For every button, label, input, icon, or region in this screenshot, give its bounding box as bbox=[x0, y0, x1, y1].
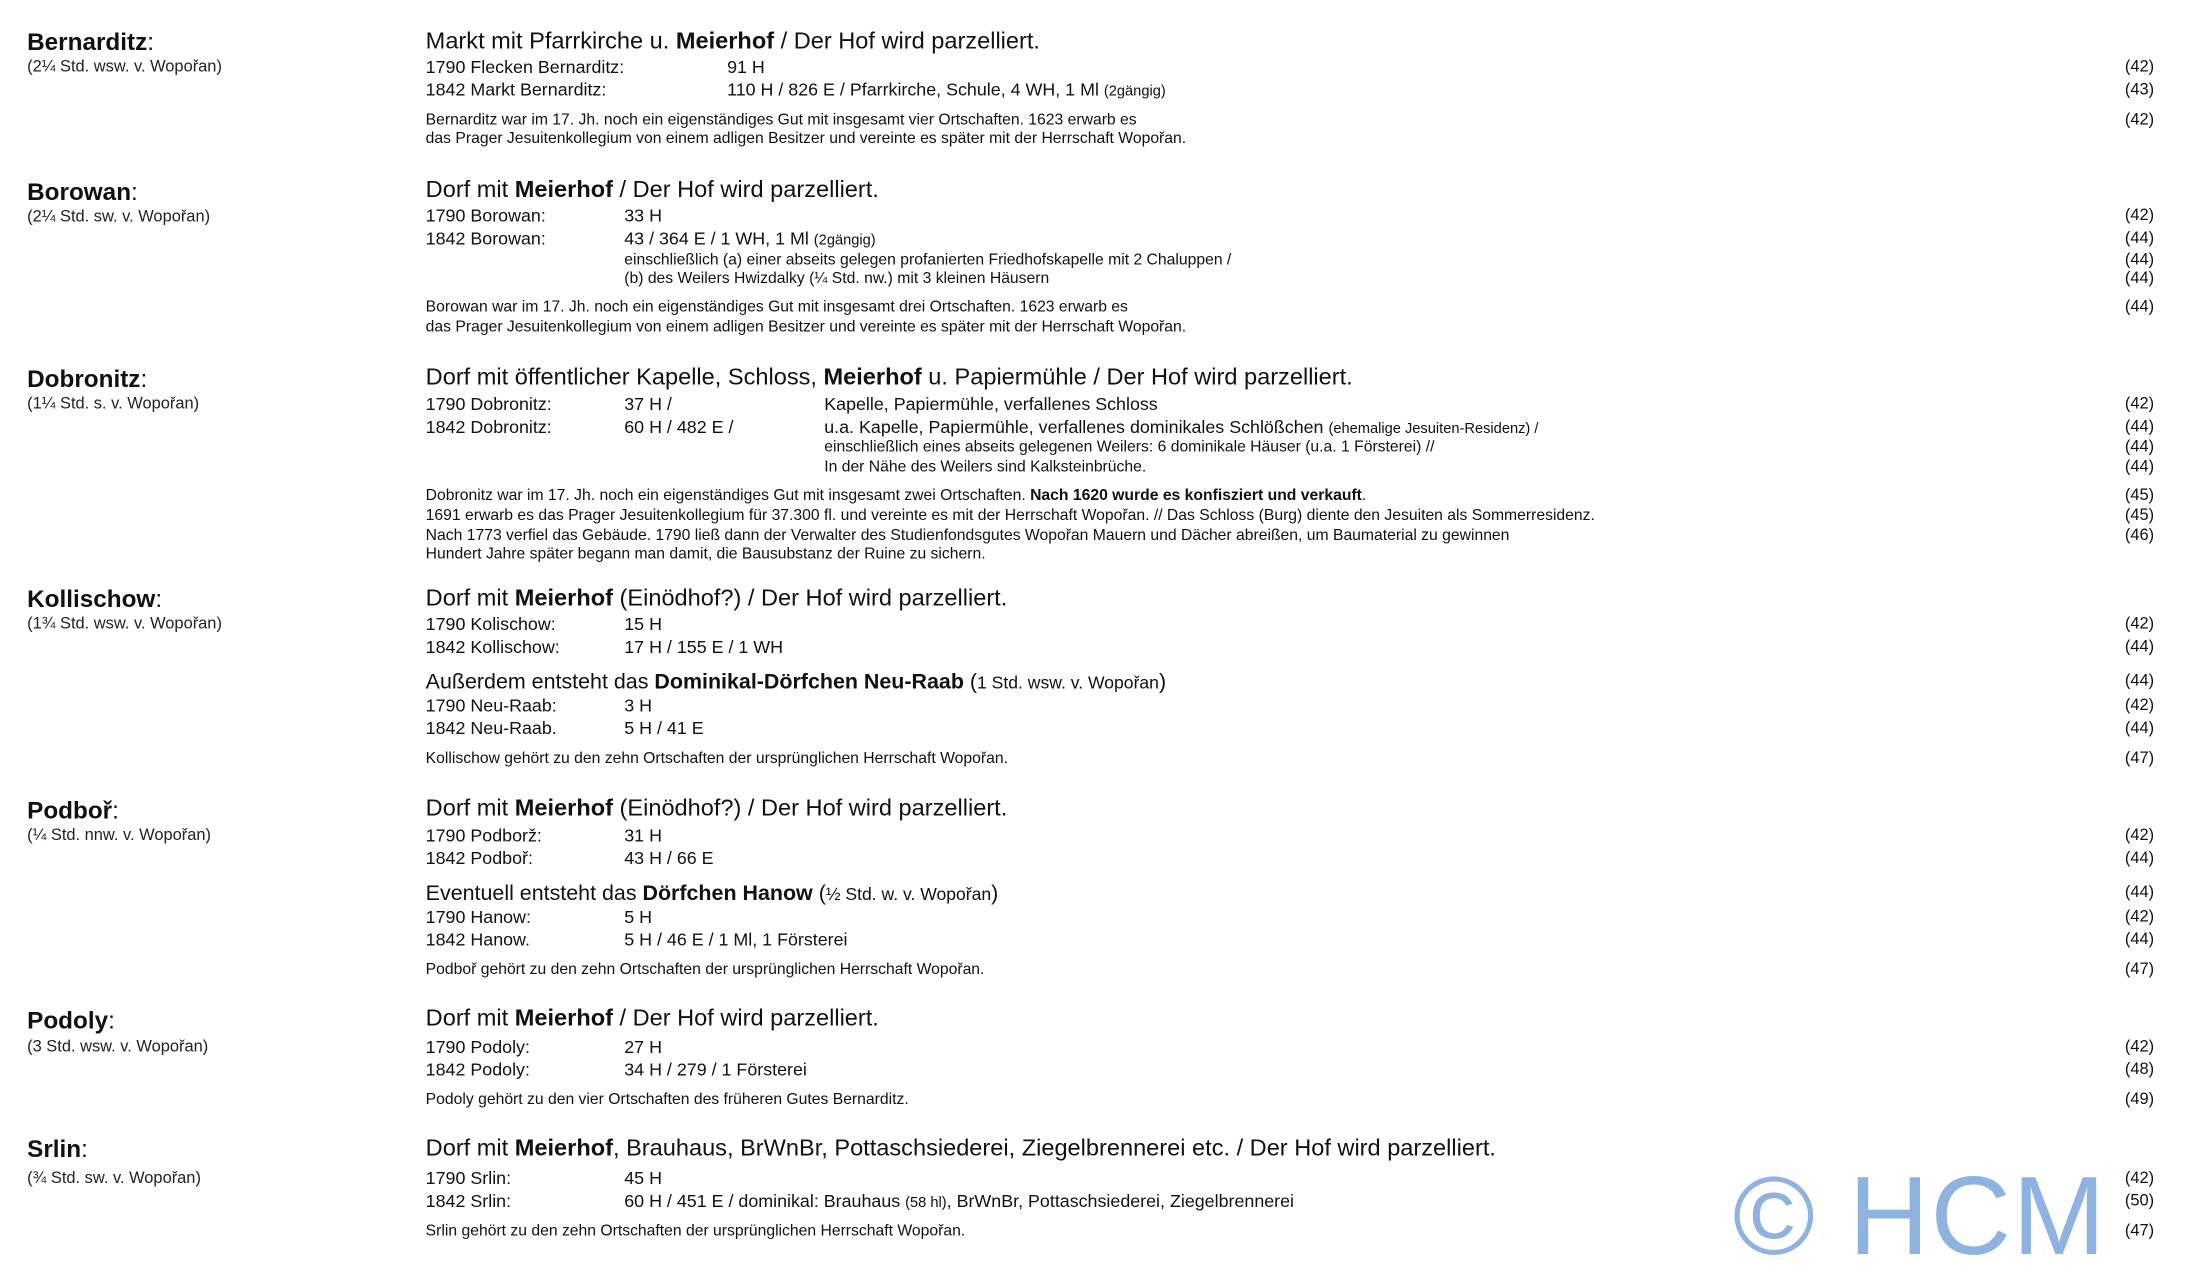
text-segment: 43 H / 66 E bbox=[624, 848, 714, 869]
row-value bbox=[624, 697, 652, 715]
place-name bbox=[27, 798, 119, 822]
place-name bbox=[27, 1008, 115, 1032]
place-name-text: Borowan bbox=[27, 178, 132, 206]
history-note bbox=[426, 1224, 965, 1240]
history-note bbox=[426, 113, 1137, 129]
row-value bbox=[624, 1062, 807, 1080]
source-reference: (42) bbox=[2124, 908, 2155, 926]
history-note bbox=[426, 547, 986, 563]
row-value bbox=[624, 850, 713, 868]
text-segment: 110 H / 826 E / Pfarrkirche, Schule, 4 WH, 1 Ml bbox=[727, 80, 1104, 101]
bold-text: Nach 1620 wurde es konfisziert und verkauft bbox=[1030, 487, 1362, 505]
text-segment: , Brauhaus, BrWnBr, Pottaschsiederei, Ziegelbrennerei etc. / Der Hof wird parzelliert. bbox=[612, 1135, 1496, 1162]
place-distance: (¾ Std. sw. v. Wopořan) bbox=[27, 1169, 201, 1187]
text-segment: ) bbox=[1158, 669, 1167, 694]
source-reference: (44) bbox=[2124, 849, 2155, 867]
text-segment: 60 H / 451 E / dominikal: Brauhaus bbox=[624, 1191, 906, 1212]
place-distance: (¼ Std. nnw. v. Wopořan) bbox=[27, 826, 211, 844]
source-reference: (42) bbox=[2124, 206, 2155, 224]
text-segment: Dorf mit öffentlicher Kapelle, Schloss, bbox=[425, 364, 824, 390]
entry-heading bbox=[426, 30, 1040, 54]
source-reference: (43) bbox=[2124, 80, 2155, 99]
detail-line bbox=[824, 460, 1146, 476]
row-label: 1790 Srlin: bbox=[425, 1168, 512, 1189]
source-reference: (44) bbox=[2124, 298, 2155, 316]
source-reference: (45) bbox=[2124, 506, 2155, 524]
place-name bbox=[27, 587, 162, 611]
row-value bbox=[624, 419, 733, 437]
history-note bbox=[426, 320, 1186, 336]
source-reference: (50) bbox=[2124, 1192, 2155, 1210]
row-label: 1842 Podoly: bbox=[425, 1060, 530, 1081]
text-segment: Dorf mit bbox=[425, 585, 515, 612]
bold-text: Meierhof bbox=[514, 1005, 613, 1032]
place-name-text: Podoly bbox=[27, 1006, 109, 1034]
history-note bbox=[426, 300, 1128, 316]
row-label: 1842 Dobronitz: bbox=[425, 417, 552, 438]
row-value bbox=[727, 82, 1166, 101]
colon: : bbox=[81, 1135, 88, 1163]
colon: : bbox=[155, 585, 163, 613]
place-distance: (2¼ Std. wsw. v. Wopořan) bbox=[27, 58, 222, 76]
source-reference: (44) bbox=[2124, 719, 2155, 737]
text-segment: Dorf mit bbox=[425, 1005, 515, 1032]
entry-heading bbox=[426, 366, 1353, 390]
small-text: 1 Std. wsw. v. Wopořan bbox=[977, 672, 1159, 693]
row-value bbox=[624, 639, 783, 657]
row-label: 1790 Borowan: bbox=[425, 205, 546, 226]
source-reference: (44) bbox=[2124, 883, 2155, 901]
bold-text: Meierhof bbox=[675, 28, 775, 55]
source-reference: (42) bbox=[2124, 110, 2155, 129]
text-segment: / Der Hof wird parzelliert. bbox=[612, 1005, 879, 1032]
source-reference: (49) bbox=[2124, 1090, 2155, 1109]
text-segment: u.a. Kapelle, Papiermühle, verfallenes dominikales Schlößchen bbox=[824, 417, 1329, 438]
source-reference: (42) bbox=[2124, 1169, 2155, 1187]
history-note bbox=[426, 528, 1510, 544]
source-reference: (47) bbox=[2124, 1222, 2155, 1240]
history-note bbox=[426, 751, 1008, 767]
colon: : bbox=[108, 1006, 115, 1034]
text-segment: / Der Hof wird parzelliert. bbox=[774, 28, 1040, 55]
text-segment: 5 H / 41 E bbox=[624, 718, 704, 739]
text-segment: 17 H / 155 E / 1 WH bbox=[624, 637, 784, 658]
bold-text: Meierhof bbox=[514, 1135, 613, 1162]
small-text: (2gängig) bbox=[813, 233, 876, 249]
text-segment: Dorf mit bbox=[425, 1135, 515, 1162]
row-value bbox=[624, 720, 703, 738]
history-note bbox=[426, 1093, 909, 1109]
place-distance: (2¼ Std. sw. v. Wopořan) bbox=[27, 208, 211, 226]
detail-line bbox=[624, 271, 1049, 287]
bold-text: Meierhof bbox=[823, 364, 922, 390]
text-segment: Dorf mit bbox=[425, 177, 515, 203]
history-note bbox=[426, 508, 1595, 524]
source-reference: (44) bbox=[2124, 638, 2155, 656]
text-segment: 15 H bbox=[624, 614, 662, 635]
text-segment: / Der Hof wird parzelliert. bbox=[612, 177, 879, 203]
source-reference: (42) bbox=[2124, 395, 2155, 413]
text-segment: einschließlich eines abseits gelegenen Weilers: 6 dominikale Häuser (u.a. 1 Försterei) // bbox=[824, 438, 1435, 456]
text-segment: Außerdem entsteht das bbox=[425, 669, 655, 694]
text-segment: das Prager Jesuitenkollegium von einem adligen Besitzer und vereinte es später mit der Herrschaft Wopořan. bbox=[425, 129, 1187, 148]
source-reference: (44) bbox=[2124, 930, 2155, 949]
row-value bbox=[624, 396, 672, 414]
text-segment: 34 H / 279 / 1 Försterei bbox=[624, 1060, 807, 1081]
source-reference: (42) bbox=[2124, 1038, 2155, 1056]
row-value bbox=[624, 207, 662, 225]
bold-text: Dörfchen Hanow bbox=[642, 881, 813, 906]
text-segment: 5 H bbox=[624, 907, 653, 928]
colon: : bbox=[147, 28, 155, 56]
colon: : bbox=[112, 796, 119, 824]
place-distance: (3 Std. wsw. v. Wopořan) bbox=[27, 1038, 209, 1056]
text-segment: Podoly gehört zu den vier Ortschaften des früheren Gutes Bernarditz. bbox=[425, 1091, 909, 1109]
history-note bbox=[426, 131, 1186, 147]
text-segment: (b) des Weilers Hwizdalky (¼ Std. nw.) mit 3 kleinen Häusern bbox=[624, 269, 1050, 288]
source-reference: (44) bbox=[2124, 250, 2155, 269]
text-segment: Dobronitz war im 17. Jh. noch ein eigenständiges Gut mit insgesamt zwei Ortschaften. bbox=[425, 487, 1031, 505]
history-note bbox=[426, 963, 985, 979]
row-label: 1790 Neu-Raab: bbox=[425, 695, 557, 716]
row-label: 1790 Kolischow: bbox=[425, 614, 556, 635]
bold-text: Meierhof bbox=[514, 177, 613, 203]
text-segment: ( bbox=[963, 669, 978, 694]
entry-heading bbox=[426, 1007, 879, 1031]
source-reference: (42) bbox=[2124, 615, 2155, 633]
row-detail bbox=[824, 396, 1158, 414]
text-segment: 43 / 364 E / 1 WH, 1 Ml bbox=[624, 228, 814, 249]
source-reference: (44) bbox=[2124, 438, 2155, 456]
text-segment: (Einödhof?) / Der Hof wird parzelliert. bbox=[612, 585, 1008, 612]
source-reference: (44) bbox=[2124, 672, 2155, 690]
row-label: 1790 Dobronitz: bbox=[425, 394, 552, 415]
row-value bbox=[624, 909, 652, 927]
text-segment: Nach 1773 verfiel das Gebäude. 1790 ließ dann der Verwalter des Studienfondsgutes Wopořan Mauern und Dächer abreißen, um Baumaterial zu gewinnen bbox=[425, 527, 1510, 545]
text-segment: Podboř gehört zu den zehn Ortschaften der ursprünglichen Herrschaft Wopořan. bbox=[425, 961, 985, 979]
small-text: (ehemalige Jesuiten-Residenz) / bbox=[1328, 421, 1539, 438]
detail-line bbox=[824, 440, 1434, 456]
history-note bbox=[426, 488, 1367, 504]
row-label: 1790 Flecken Bernarditz: bbox=[425, 57, 625, 78]
text-segment: Bernarditz war im 17. Jh. noch ein eigenständiges Gut mit insgesamt vier Ortschaften. 1623 erwarb es bbox=[425, 111, 1137, 129]
source-reference: (42) bbox=[2124, 826, 2155, 844]
row-value bbox=[624, 230, 875, 249]
row-label: 1842 Hanow. bbox=[425, 930, 530, 951]
source-reference: (42) bbox=[2124, 696, 2155, 714]
detail-line bbox=[624, 253, 1231, 269]
place-name-text: Srlin bbox=[27, 1135, 82, 1163]
row-label: 1790 Podborž: bbox=[425, 825, 542, 846]
place-name bbox=[27, 367, 147, 391]
source-reference: (46) bbox=[2124, 526, 2155, 544]
place-name bbox=[27, 178, 138, 206]
colon: : bbox=[140, 365, 148, 393]
text-segment: ( bbox=[812, 881, 826, 906]
row-value bbox=[624, 1170, 662, 1188]
text-segment: 5 H / 46 E / 1 Ml, 1 Försterei bbox=[624, 930, 848, 951]
text-segment: , BrWnBr, Pottaschsiederei, Ziegelbrennerei bbox=[946, 1191, 1295, 1212]
row-label: 1842 Srlin: bbox=[425, 1191, 512, 1212]
text-segment: 1691 erwarb es das Prager Jesuitenkollegium für 37.300 fl. und vereinte es mit der Herrschaft Wopořan. // Das Schloss (Burg) diente den Jesuiten als Sommerresidenz. bbox=[425, 507, 1595, 525]
row-value bbox=[624, 1039, 662, 1057]
row-value bbox=[624, 932, 847, 950]
entry-heading bbox=[426, 797, 1008, 821]
text-segment: (Einödhof?) / Der Hof wird parzelliert. bbox=[612, 795, 1008, 822]
small-text: ½ Std. w. v. Wopořan bbox=[825, 883, 992, 904]
text-segment: Kapelle, Papiermühle, verfallenes Schloss bbox=[824, 394, 1158, 415]
small-text: (58 hl) bbox=[905, 1195, 947, 1212]
text-segment: 91 H bbox=[727, 57, 765, 78]
entry-heading bbox=[426, 671, 1166, 692]
place-distance: (1¾ Std. wsw. v. Wopořan) bbox=[27, 615, 222, 633]
text-segment: 45 H bbox=[624, 1168, 662, 1189]
text-segment: 33 H bbox=[624, 205, 662, 226]
hcm-copyright-watermark: © HCM bbox=[1732, 1152, 2107, 1279]
source-reference: (44) bbox=[2124, 269, 2155, 287]
text-segment: Kollischow gehört zu den zehn Ortschaften der ursprünglichen Herrschaft Wopořan. bbox=[425, 749, 1008, 768]
bold-text: Meierhof bbox=[514, 585, 613, 612]
text-segment: 31 H bbox=[624, 825, 662, 846]
row-label: 1842 Podboř: bbox=[425, 848, 533, 869]
row-label: 1842 Neu-Raab. bbox=[425, 718, 557, 739]
row-value bbox=[727, 59, 765, 77]
source-reference: (48) bbox=[2124, 1060, 2155, 1079]
entry-heading bbox=[426, 178, 879, 202]
text-segment: Dorf mit bbox=[425, 795, 515, 822]
text-segment: das Prager Jesuitenkollegium von einem adligen Besitzer und vereinte es später mit der Herrschaft Wopořan. bbox=[425, 318, 1187, 336]
row-label: 1790 Podoly: bbox=[425, 1037, 530, 1058]
source-reference: (47) bbox=[2124, 960, 2155, 979]
text-segment: Borowan war im 17. Jh. noch ein eigenständiges Gut mit insgesamt drei Ortschaften. 1623 erwarb es bbox=[425, 298, 1128, 316]
place-name-text: Dobronitz bbox=[27, 365, 141, 393]
row-value bbox=[624, 1193, 1294, 1212]
colon: : bbox=[131, 178, 138, 206]
row-value bbox=[624, 827, 662, 845]
small-text: (2gängig) bbox=[1103, 84, 1166, 101]
text-segment: 60 H / 482 E / bbox=[624, 417, 734, 438]
source-reference: (47) bbox=[2124, 749, 2155, 767]
text-segment: Eventuell entsteht das bbox=[425, 881, 643, 906]
row-label: 1842 Borowan: bbox=[425, 228, 546, 249]
text-segment: In der Nähe des Weilers sind Kalksteinbrüche. bbox=[824, 458, 1147, 476]
text-segment: 37 H / bbox=[624, 394, 672, 415]
place-name-text: Bernarditz bbox=[27, 28, 148, 56]
text-segment: 3 H bbox=[624, 695, 653, 716]
text-segment: . bbox=[1361, 487, 1367, 505]
place-name bbox=[27, 1137, 88, 1161]
entry-heading bbox=[425, 881, 999, 906]
row-value bbox=[624, 616, 662, 634]
row-label: 1842 Kollischow: bbox=[425, 637, 560, 658]
source-reference: (45) bbox=[2124, 486, 2155, 504]
text-segment: Hundert Jahre später begann man damit, die Bausubstanz der Ruine zu sichern. bbox=[425, 545, 986, 563]
source-reference: (42) bbox=[2124, 58, 2155, 76]
text-segment: 27 H bbox=[624, 1037, 662, 1058]
entry-heading bbox=[426, 587, 1008, 611]
text-segment: Srlin gehört zu den zehn Ortschaften der ursprünglichen Herrschaft Wopořan. bbox=[425, 1222, 966, 1240]
entry-heading bbox=[426, 1137, 1496, 1161]
text-segment: einschließlich (a) einer abseits gelegen profanierten Friedhofskapelle mit 2 Chaluppen / bbox=[624, 251, 1232, 269]
text-segment: ) bbox=[991, 881, 999, 906]
place-name-text: Podboř bbox=[27, 796, 113, 824]
row-label: 1842 Markt Bernarditz: bbox=[425, 80, 607, 101]
row-detail bbox=[824, 419, 1538, 438]
place-name-text: Kollischow bbox=[27, 585, 156, 613]
place-distance: (1¼ Std. s. v. Wopořan) bbox=[27, 395, 200, 413]
text-segment: Markt mit Pfarrkirche u. bbox=[425, 28, 676, 55]
bold-text: Dominikal-Dörfchen Neu-Raab bbox=[654, 669, 964, 694]
source-reference: (44) bbox=[2124, 229, 2155, 247]
source-reference: (44) bbox=[2124, 458, 2155, 476]
source-reference: (44) bbox=[2124, 418, 2155, 436]
bold-text: Meierhof bbox=[514, 795, 613, 822]
text-segment: u. Papiermühle / Der Hof wird parzelliert. bbox=[921, 364, 1353, 390]
place-name bbox=[27, 28, 155, 56]
row-label: 1790 Hanow: bbox=[425, 907, 531, 928]
